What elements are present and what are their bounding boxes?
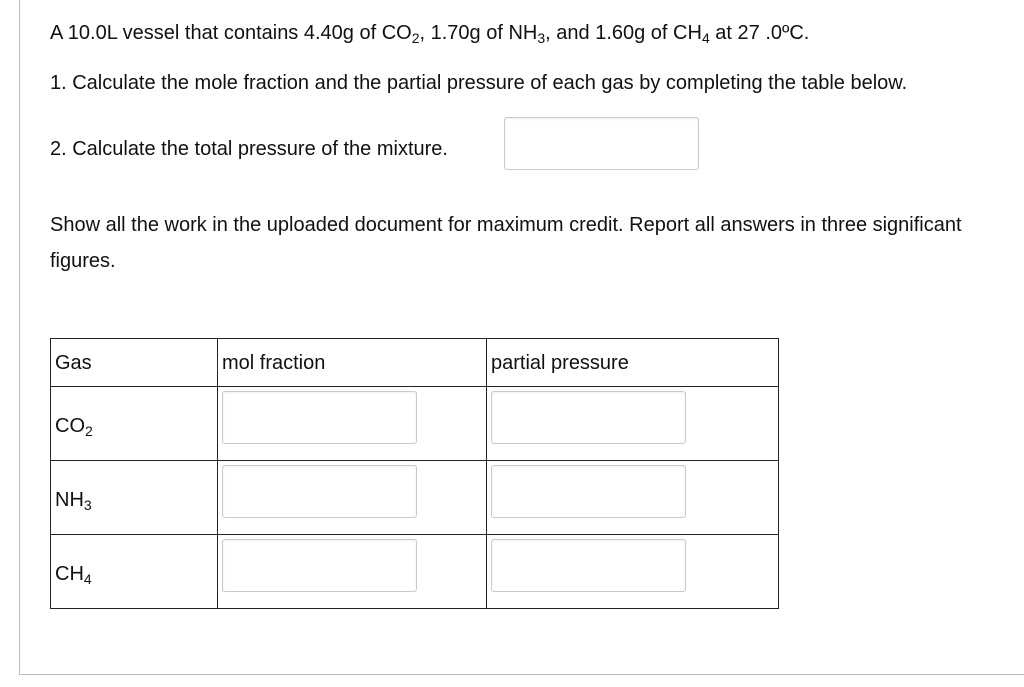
nh3-mol-fraction-input[interactable] (222, 465, 417, 518)
table-row-nh3 (51, 461, 779, 535)
gas-formula: CH (55, 563, 84, 585)
gas-cell-nh3 (51, 461, 218, 535)
mol-fraction-cell-co2 (218, 387, 487, 461)
gas-formula: CO (55, 415, 85, 437)
co2-subscript: 2 (411, 30, 420, 46)
gas-cell-co2 (51, 387, 218, 461)
partial-pressure-cell-nh3 (487, 461, 779, 535)
table-header-row (51, 339, 779, 387)
partial-pressure-cell-co2 (487, 387, 779, 461)
gas-subscript: 3 (83, 497, 92, 513)
header-mol-fraction: mol fraction (218, 339, 487, 387)
question-1: 1. Calculate the mole fraction and the partial pressure of each gas by completing the table below. (50, 72, 908, 94)
mol-fraction-cell-ch4 (218, 535, 487, 609)
intro-text-1: A 10.0L vessel that contains 4.40g of CO (50, 22, 412, 44)
co2-partial-pressure-input[interactable] (491, 391, 686, 444)
problem-statement (50, 21, 809, 45)
partial-pressure-cell-ch4 (487, 535, 779, 609)
gas-subscript: 2 (85, 423, 93, 439)
nh3-partial-pressure-input[interactable] (491, 465, 686, 518)
total-pressure-input[interactable] (504, 117, 699, 170)
gas-subscript: 4 (83, 571, 92, 587)
intro-text-4: at 27 .0ºC. (709, 22, 810, 44)
intro-text-2: , 1.70g of NH (419, 22, 538, 44)
ch4-subscript: 4 (701, 30, 710, 46)
header-gas: Gas (51, 339, 218, 387)
table-row-ch4 (51, 535, 779, 609)
mol-fraction-cell-nh3 (218, 461, 487, 535)
ch4-mol-fraction-input[interactable] (222, 539, 417, 592)
gas-formula: NH (55, 489, 84, 511)
table-row-co2 (51, 387, 779, 461)
header-partial-pressure: partial pressure (487, 339, 779, 387)
question-2: 2. Calculate the total pressure of the mixture. (50, 138, 448, 160)
instructions-note: Show all the work in the uploaded document for maximum credit. Report all answers in three significant figures. (50, 214, 962, 272)
gas-table (50, 338, 779, 609)
gas-cell-ch4 (51, 535, 218, 609)
ch4-partial-pressure-input[interactable] (491, 539, 686, 592)
co2-mol-fraction-input[interactable] (222, 391, 417, 444)
intro-text-3: , and 1.60g of CH (545, 22, 702, 44)
nh3-subscript: 3 (537, 30, 546, 46)
